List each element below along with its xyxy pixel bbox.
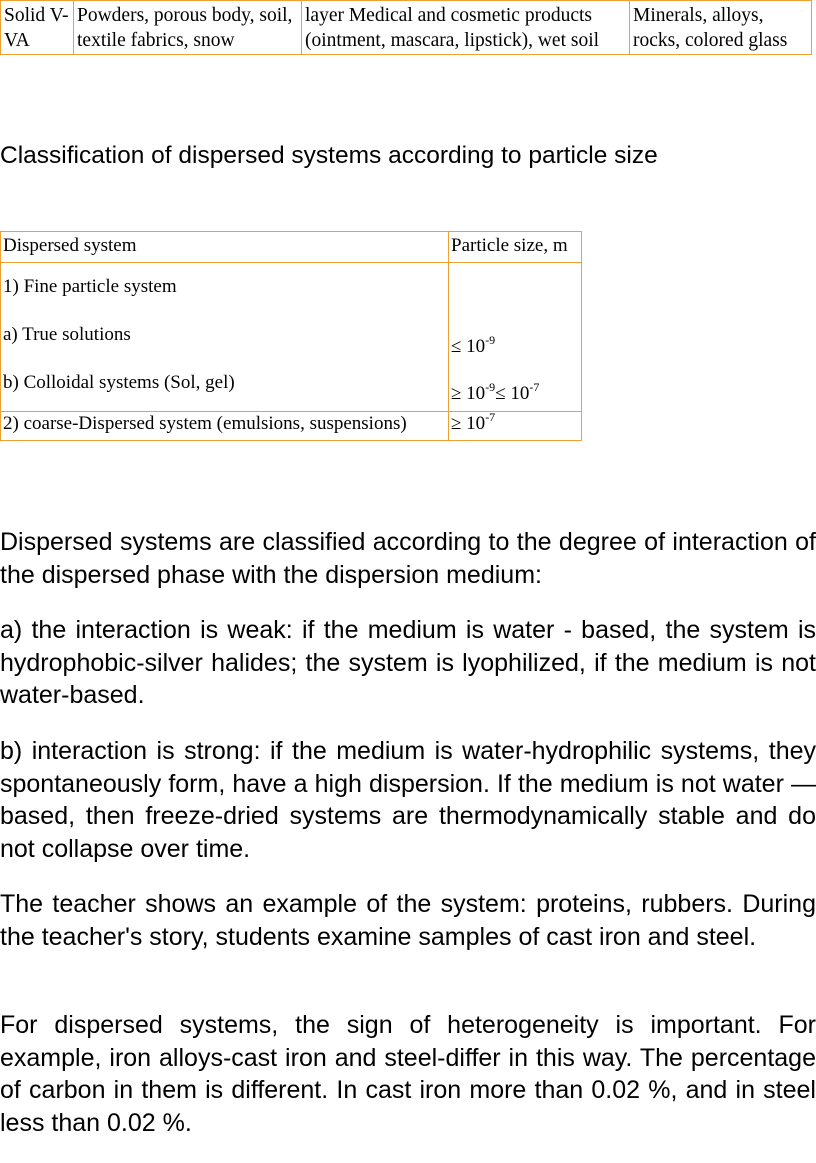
table-row: [1, 1, 812, 55]
table-row: [1, 412, 582, 441]
fine-title: 1) Fine particle system: [3, 276, 177, 297]
phase-table: [0, 0, 812, 55]
paragraph: b) interaction is strong: if the medium is water-hydrophilic systems, they spontaneously form, have a high dispersion. If the medium is not water — based, then freeze-dried systems are thermodynamically stable and do not collapse over time.: [0, 737, 816, 863]
paragraph: The teacher shows an example of the system: proteins, rubbers. During the teacher's story, students examine samples of cast iron and steel.: [0, 890, 816, 951]
fine-size-cell: [449, 263, 582, 412]
header-cell-system: Dispersed system: [1, 232, 449, 263]
header-cell-size: Particle size, m: [449, 232, 582, 263]
table-cell: Solid V-VA: [1, 1, 74, 55]
table-header-row: [1, 232, 582, 263]
true-solutions-label: a) True solutions: [3, 324, 131, 345]
table-cell: Powders, porous body, soil, textile fabrics, snow: [74, 1, 302, 55]
colloidal-size: ≥ $10^{-9}\le 10^{-7}$: [451, 380, 540, 404]
paragraph: For dispersed systems, the sign of heterogeneity is important. For example, iron alloys-cast iron and steel-differ in this way. The percentage of carbon in them is different. In cast iron more than 0.02 %, and in steel less than 0.02 %.: [0, 1011, 816, 1137]
paragraph: a) the interaction is weak: if the medium is water - based, the system is hydrophobic-silver halides; the system is lyophilized, if the medium is not water-based.: [0, 616, 816, 709]
coarse-system-cell: 2) coarse-Dispersed system (emulsions, suspensions): [1, 412, 449, 441]
fine-system-cell: [1, 263, 449, 412]
section-heading: Classification of dispersed systems according to particle size: [0, 142, 658, 169]
classification-table: [0, 231, 582, 441]
coarse-size-cell: ≥ $10^{-7}$: [449, 412, 582, 441]
table-cell: layer Medical and cosmetic products (ointment, mascara, lipstick), wet soil: [302, 1, 630, 55]
true-solutions-size: ≤ $10^{-9}$: [451, 333, 496, 357]
table-row: [1, 263, 582, 412]
colloidal-label: b) Colloidal systems (Sol, gel): [3, 372, 235, 393]
table-cell: Minerals, alloys, rocks, colored glass: [630, 1, 812, 55]
paragraph: Dispersed systems are classified according to the degree of interaction of the dispersed phase with the dispersion medium:: [0, 528, 816, 589]
